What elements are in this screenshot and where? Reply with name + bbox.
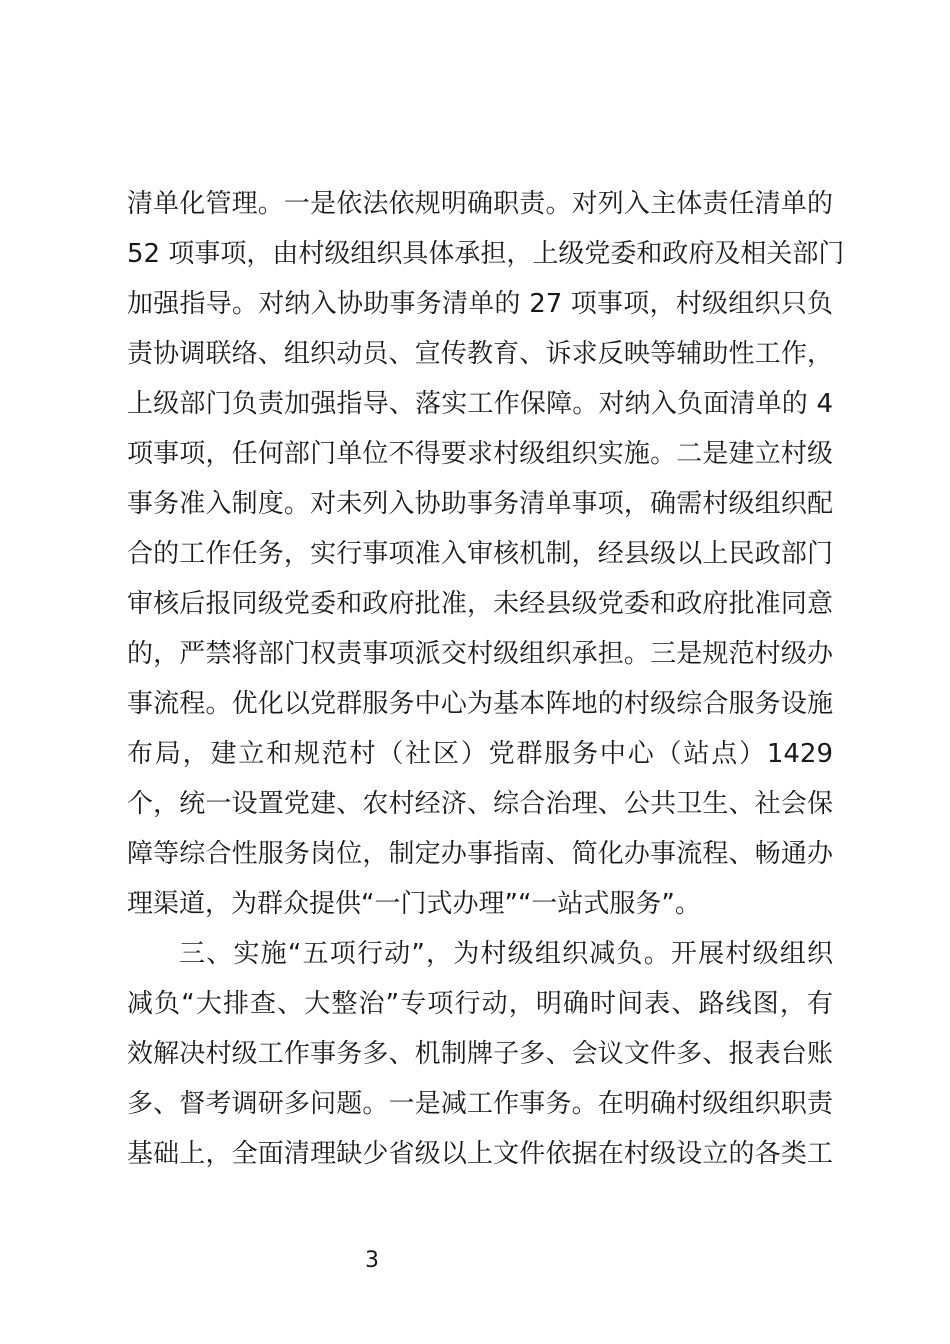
text-line: 事务准入制度。对未列入协助事务清单事项，确需村级组织配: [127, 489, 833, 519]
text-line: 合的工作任务，实行事项准入审核机制，经县级以上民政部门: [127, 539, 833, 569]
text-line: 清单化管理。一是依法依规明确职责。对列入主体责任清单的: [127, 189, 833, 219]
text-line: 事流程。优化以党群服务中心为基本阵地的村级综合服务设施: [127, 689, 833, 719]
text-line: 多、督考调研多问题。一是减工作事务。在明确村级组织职责: [127, 1089, 833, 1119]
text-line: 上级部门负责加强指导、落实工作保障。对纳入负面清单的 4: [127, 389, 833, 419]
text-line: 52 项事项，由村级组织具体承担，上级党委和政府及相关部门: [127, 239, 845, 269]
text-line: 责协调联络、组织动员、宣传教育、诉求反映等辅助性工作，: [127, 339, 833, 369]
text-line: 减负“大排查、大整治”专项行动，明确时间表、路线图，有: [127, 989, 833, 1019]
text-line: 项事项，任何部门单位不得要求村级组织实施。二是建立村级: [127, 439, 833, 469]
paragraph-first-line: 三、实施“五项行动”，为村级组织减负。开展村级组织: [179, 939, 833, 969]
text-line: 加强指导。对纳入协助事务清单的 27 项事项，村级组织只负: [127, 289, 833, 319]
text-line: 理渠道，为群众提供“一门式办理”“一站式服务”。: [127, 889, 701, 919]
text-line: 的，严禁将部门权责事项派交村级组织承担。三是规范村级办: [127, 639, 833, 669]
page-number: 3: [365, 1248, 379, 1273]
text-line: 效解决村级工作事务多、机制牌子多、会议文件多、报表台账: [127, 1039, 833, 1069]
text-line: 审核后报同级党委和政府批准，未经县级党委和政府批准同意: [127, 589, 833, 619]
text-line: 基础上，全面清理缺少省级以上文件依据在村级设立的各类工: [127, 1139, 833, 1169]
text-line: 障等综合性服务岗位，制定办事指南、简化办事流程、畅通办: [127, 839, 833, 869]
text-line: 布局，建立和规范村（社区）党群服务中心（站点）1429: [127, 739, 833, 769]
text-line: 个，统一设置党建、农村经济、综合治理、公共卫生、社会保: [127, 789, 833, 819]
